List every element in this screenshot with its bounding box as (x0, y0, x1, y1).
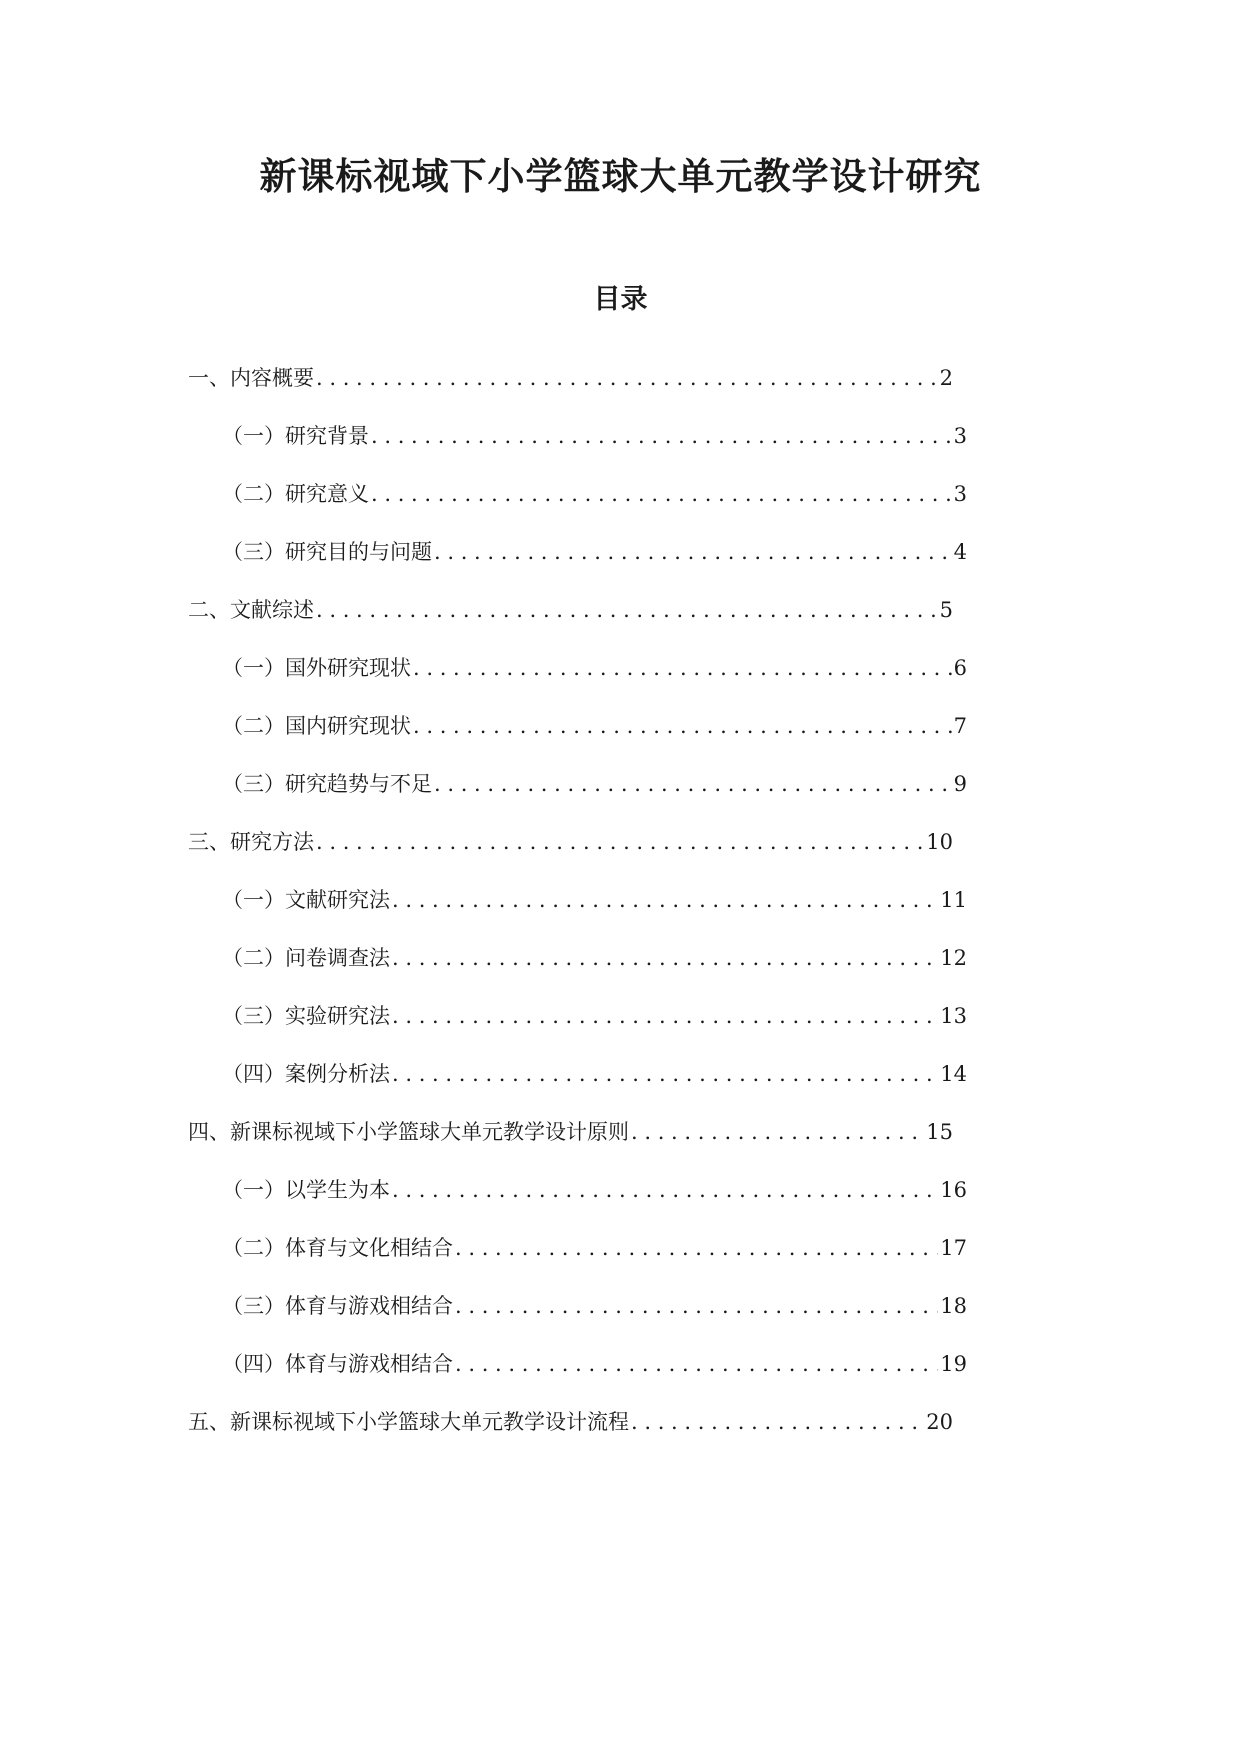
toc-entry-label: （三）研究趋势与不足 (222, 772, 432, 796)
toc-entry[interactable] (222, 536, 967, 568)
toc-entry[interactable] (222, 1348, 967, 1380)
toc-entry-label: （二）研究意义 (222, 482, 369, 506)
toc-entry-label: （三）研究目的与问题 (222, 540, 432, 564)
toc-dot-leader (392, 942, 938, 974)
toc-entry[interactable] (222, 420, 967, 452)
toc-dot-leader (413, 710, 952, 742)
toc-entry-label: （二）体育与文化相结合 (222, 1236, 453, 1260)
toc-dot-leader (371, 478, 952, 510)
toc-entry[interactable] (222, 768, 967, 800)
toc-dot-leader (392, 1174, 938, 1206)
toc-entry-label: 二、文献综述 (188, 598, 314, 622)
toc-dot-leader (631, 1406, 924, 1438)
toc-entry[interactable] (188, 1116, 953, 1148)
toc-entry-page: 3 (953, 424, 967, 448)
toc-entry[interactable] (222, 478, 967, 510)
toc-entry[interactable] (222, 652, 967, 684)
toc-entry-page: 4 (953, 540, 967, 564)
toc-dot-leader (455, 1348, 938, 1380)
toc-dot-leader (392, 1058, 938, 1090)
toc-entry-page: 6 (953, 656, 967, 680)
toc-entry-page: 20 (926, 1410, 953, 1434)
toc-dot-leader (392, 1000, 938, 1032)
toc-dot-leader (631, 1116, 924, 1148)
toc-entry[interactable] (188, 826, 953, 858)
toc-entry[interactable] (222, 710, 967, 742)
toc-entry-page: 9 (953, 772, 967, 796)
toc-entry-page: 17 (940, 1236, 967, 1260)
toc-entry-page: 14 (940, 1062, 967, 1086)
toc-entry-page: 19 (940, 1352, 967, 1376)
toc-dot-leader (392, 884, 938, 916)
toc-entry-label: （二）问卷调查法 (222, 946, 390, 970)
toc-dot-leader (316, 826, 924, 858)
toc-entry-page: 11 (940, 888, 967, 912)
toc-entry[interactable] (222, 942, 967, 974)
toc-entry-label: （三）实验研究法 (222, 1004, 390, 1028)
toc-entry[interactable] (188, 1406, 953, 1438)
toc-dot-leader (434, 768, 952, 800)
toc-entry-label: 四、新课标视域下小学篮球大单元教学设计原则 (188, 1120, 629, 1144)
toc-dot-leader (316, 594, 938, 626)
toc-entry-label: 一、内容概要 (188, 366, 314, 390)
toc-dot-leader (413, 652, 952, 684)
toc-entry[interactable] (222, 1174, 967, 1206)
toc-entry[interactable] (188, 594, 953, 626)
toc-entry-label: 三、研究方法 (188, 830, 314, 854)
toc-dot-leader (371, 420, 952, 452)
toc-entry[interactable] (222, 1000, 967, 1032)
toc-dot-leader (455, 1290, 938, 1322)
toc-heading: 目录 (593, 284, 648, 315)
toc-entry-page: 3 (953, 482, 967, 506)
toc-entry-label: （一）以学生为本 (222, 1178, 390, 1202)
toc-entry-page: 18 (940, 1294, 967, 1318)
toc-entry-page: 13 (940, 1004, 967, 1028)
toc-entry-page: 12 (940, 946, 967, 970)
toc-entry[interactable] (188, 362, 953, 394)
toc-entry-label: （二）国内研究现状 (222, 714, 411, 738)
toc-entry[interactable] (222, 884, 967, 916)
toc-entry-page: 7 (953, 714, 967, 738)
toc-entry-label: （四）案例分析法 (222, 1062, 390, 1086)
toc-entry-label: （一）文献研究法 (222, 888, 390, 912)
toc-entry-label: （一）研究背景 (222, 424, 369, 448)
toc-entry[interactable] (222, 1058, 967, 1090)
toc-entry-page: 10 (926, 830, 953, 854)
toc-entry-page: 15 (926, 1120, 953, 1144)
toc-entry[interactable] (222, 1290, 967, 1322)
toc-entry-label: （三）体育与游戏相结合 (222, 1294, 453, 1318)
toc-entry-label: （一）国外研究现状 (222, 656, 411, 680)
toc-dot-leader (455, 1232, 938, 1264)
toc-entry-label: （四）体育与游戏相结合 (222, 1352, 453, 1376)
toc-entry[interactable] (222, 1232, 967, 1264)
toc-entry-label: 五、新课标视域下小学篮球大单元教学设计流程 (188, 1410, 629, 1434)
toc-dot-leader (434, 536, 952, 568)
toc-entry-page: 5 (939, 598, 953, 622)
toc-dot-leader (316, 362, 938, 394)
toc-entry-page: 16 (940, 1178, 967, 1202)
toc-entry-page: 2 (939, 366, 953, 390)
document-title: 新课标视域下小学篮球大单元教学设计研究 (259, 154, 982, 198)
